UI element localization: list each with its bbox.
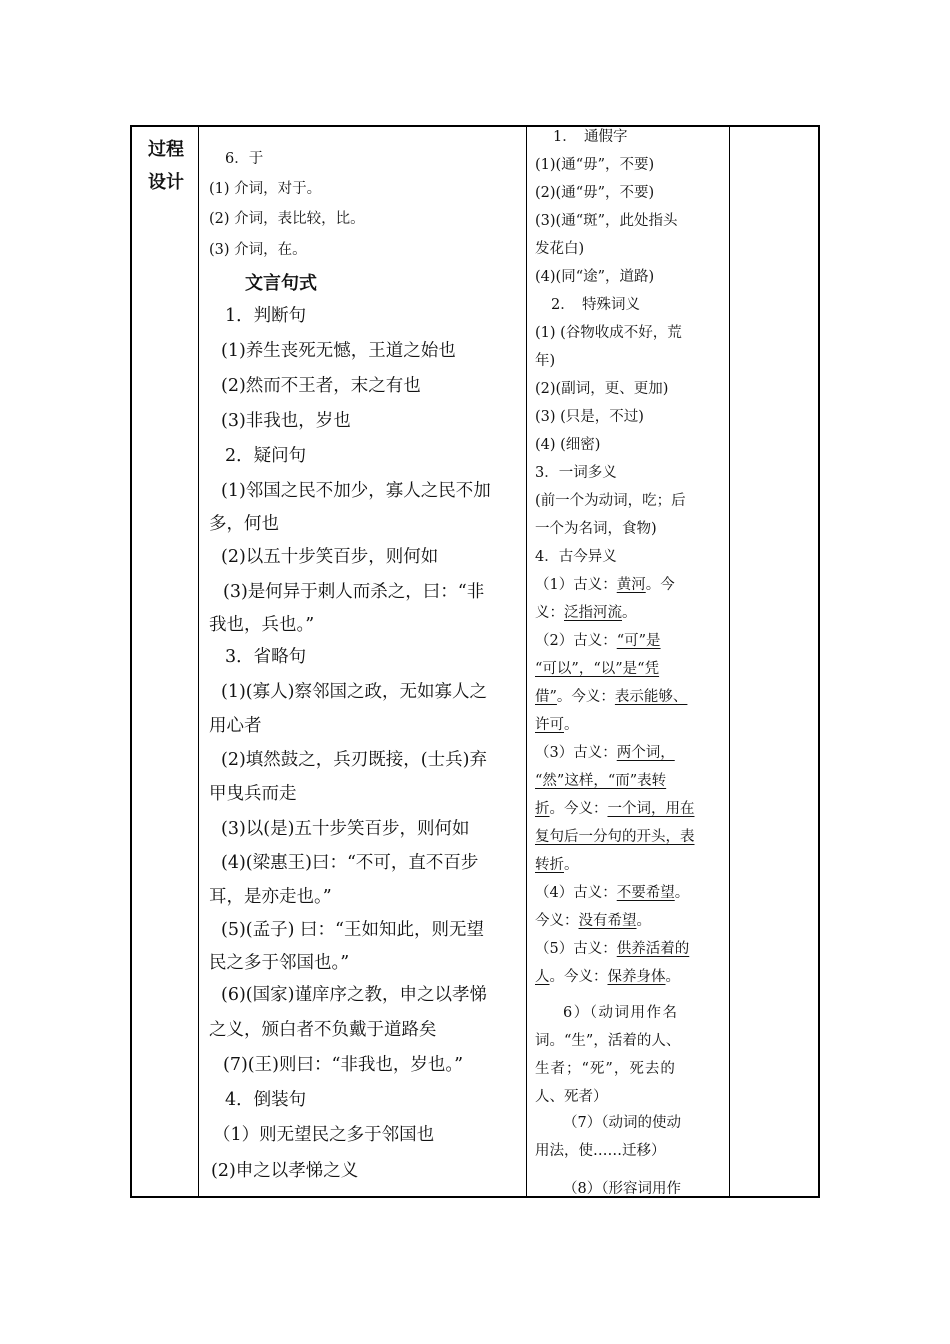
ellipsis-4b: 耳，是亦走也。”	[209, 887, 332, 907]
label-line-2: 设计	[148, 172, 184, 193]
note-polysemy-heading: 3．一词多义	[535, 465, 617, 481]
ellipsis-2a: (2)填然鼓之，兵刃既接，(士兵)弃	[221, 750, 487, 770]
item-6-meaning-1: (1) 介词，对于。	[209, 181, 322, 197]
note-6c: 生者；“死”，死去的	[535, 1061, 676, 1077]
note-special-1b: 年)	[535, 353, 556, 369]
note-special-1a: (1) (谷物收成不好，荒	[535, 325, 682, 341]
ellipsis-heading: 3．省略句	[225, 647, 307, 667]
question-heading: 2．疑问句	[225, 446, 307, 466]
note-gujin-2d: 许可。	[535, 717, 579, 733]
notes-column	[527, 127, 730, 1196]
judgment-2: (2)然而不王者，末之有也	[221, 376, 421, 396]
note-tongjia-4: (4)(同“途”，道路)	[535, 269, 655, 285]
question-3b: 我也，兵也。”	[209, 615, 315, 635]
ellipsis-1b: 用心者	[209, 716, 262, 736]
note-6b: 词。“生”，活着的人、	[535, 1033, 681, 1049]
note-gujin-5b: 人。今义：保养身体。	[535, 969, 680, 985]
ellipsis-2b: 甲曳兵而走	[209, 784, 297, 804]
section-title: 文言句式	[245, 273, 317, 294]
judgment-3: (3)非我也，岁也	[221, 411, 351, 431]
note-gujin-3d: 复句后一分句的开头，表	[535, 829, 695, 845]
judgment-heading: 1．判断句	[225, 306, 307, 326]
note-gujin-2c: 借”。今义：表示能够、	[535, 689, 688, 705]
note-tongjia-1: (1)(通“毋”，不要)	[535, 157, 655, 173]
question-2: (2)以五十步笑百步，则何如	[221, 547, 439, 567]
note-8a: （8）（形容词用作	[563, 1181, 681, 1197]
section-label	[148, 133, 184, 199]
note-gujin-3b: “然”这样，“而”表转	[535, 773, 667, 789]
ellipsis-1a: (1)(寡人)察邻国之政，无如寡人之	[221, 682, 487, 702]
ellipsis-5b: 民之多于邻国也。”	[209, 953, 350, 973]
note-6d: 人、死者）	[535, 1089, 608, 1105]
judgment-1: (1)养生丧死无憾，王道之始也	[221, 341, 456, 361]
note-tongjia-3b: 发花白)	[535, 241, 585, 257]
inversion-heading: 4．倒装句	[225, 1090, 307, 1110]
note-special-heading: 2． 特殊词义	[551, 297, 640, 313]
note-gujin-5a: （5）古义：供养活着的	[535, 941, 690, 957]
note-polysemy-b: 一个为名词，食物)	[535, 521, 657, 537]
note-gujin-1b: 义：泛指河流。	[535, 605, 637, 621]
note-special-4: (4) (细密)	[535, 437, 601, 453]
main-content-column	[199, 127, 527, 1196]
inversion-1: （1）则无望民之多于邻国也	[213, 1125, 435, 1145]
item-6-meaning-3: (3) 介词，在。	[209, 242, 307, 258]
note-gujin-1a: （1）古义：黄河。今	[535, 577, 675, 593]
note-gujin-3a: （3）古义：两个词，	[535, 745, 675, 761]
ellipsis-5a: (5)(孟子) 曰：“王如知此，则无望	[221, 920, 484, 940]
lesson-table	[130, 125, 820, 1198]
ellipsis-6a: (6)(国家)谨庠序之教，申之以孝悌	[221, 985, 487, 1005]
note-gujin-3c: 折。今义：一个词，用在	[535, 801, 695, 817]
note-gujin-3e: 转折。	[535, 857, 579, 873]
label-line-1: 过程	[148, 139, 184, 160]
note-polysemy-a: (前一个为动词，吃；后	[535, 493, 686, 509]
note-gujin-4a: （4）古义：不要希望。	[535, 885, 690, 901]
question-1a: (1)邻国之民不加少，寡人之民不加	[221, 481, 491, 501]
item-6-meaning-2: (2) 介词，表比较，比。	[209, 211, 365, 227]
note-special-3: (3) (只是，不过)	[535, 409, 644, 425]
note-gujin-2b: “可以”，“以”是“凭	[535, 661, 660, 677]
ellipsis-6b: 之义，颁白者不负戴于道路矣	[209, 1020, 437, 1040]
note-7a: （7）（动词的使动	[563, 1115, 681, 1131]
note-special-2: (2)(副词，更、更加)	[535, 381, 669, 397]
empty-column	[730, 127, 818, 1196]
question-1b: 多，何也	[209, 514, 279, 534]
note-gujin-4b: 今义：没有希望。	[535, 913, 651, 929]
note-7b: 用法，使……迁移）	[535, 1143, 666, 1159]
note-6a: 6）（动词用作名	[563, 1005, 679, 1021]
inversion-2: (2)申之以孝悌之义	[211, 1161, 359, 1181]
question-3a: (3)是何异于刺人而杀之，曰：“非	[223, 582, 485, 602]
label-column	[132, 127, 199, 1196]
ellipsis-4a: (4)(梁惠王)曰：“不可，直不百步	[221, 853, 479, 873]
note-tongjia-2: (2)(通“毋”，不要)	[535, 185, 655, 201]
ellipsis-3: (3)以(是)五十步笑百步，则何如	[221, 819, 470, 839]
note-tongjia-heading: 1． 通假字	[553, 129, 628, 145]
ellipsis-7: (7)(王)则曰：“非我也，岁也。”	[223, 1055, 464, 1075]
note-tongjia-3a: (3)(通“斑”，此处指头	[535, 213, 678, 229]
item-6-heading: 6．于	[225, 151, 264, 167]
note-gujin-2a: （2）古义：“可”是	[535, 633, 661, 649]
note-gujin-heading: 4．古今异义	[535, 549, 617, 565]
